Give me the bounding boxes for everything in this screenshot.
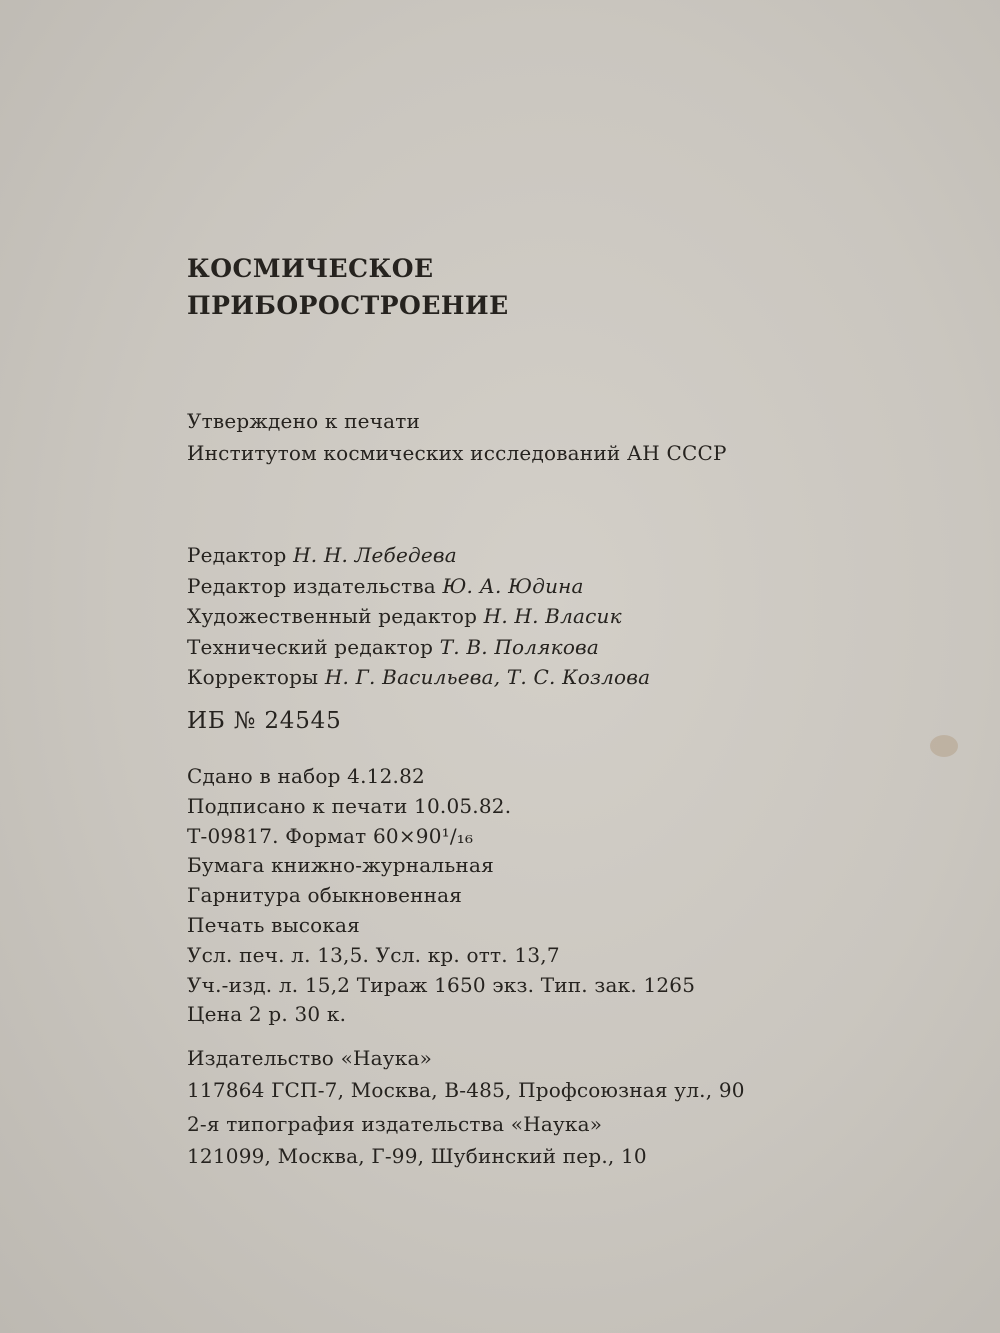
approval-note <box>187 405 727 469</box>
print-detail-line: Усл. печ. л. 13,5. Усл. кр. отт. 13,7 <box>187 942 560 967</box>
paper-stain <box>930 735 958 757</box>
print-detail-line: Печать высокая <box>187 912 360 937</box>
staff-technical-editor <box>187 632 650 663</box>
staff-art-editor <box>187 601 650 632</box>
staff-publishing-editor <box>187 571 650 602</box>
printer-address: 121099, Москва, Г-99, Шубинский пер., 10 <box>187 1144 647 1168</box>
print-detail-line: Уч.-изд. л. 15,2 Тираж 1650 экз. Тип. зак. 1265 <box>187 972 696 997</box>
publisher-name: Издательство «Наука» <box>187 1046 433 1070</box>
staff-role: Художественный редактор <box>187 604 484 628</box>
print-details <box>187 762 695 1030</box>
approval-line-1: Утверждено к печати <box>187 409 421 433</box>
staff-role: Редактор издательства <box>187 573 443 598</box>
title-line-2: ПРИБОРОСТРОЕНИЕ <box>187 291 509 320</box>
staff-role: Технический редактор <box>187 634 440 659</box>
title-line-1: КОСМИЧЕСКОЕ <box>187 254 434 283</box>
print-detail-line: Бумага книжно-журнальная <box>187 853 494 878</box>
staff-role: Корректоры <box>187 665 325 689</box>
print-detail-line: Т-09817. Формат 60×90¹/₁₆ <box>187 823 474 848</box>
staff-proofreaders <box>187 662 650 693</box>
ib-number: ИБ № 24545 <box>187 708 342 734</box>
staff-person: Т. В. Полякова <box>439 634 600 659</box>
book-title <box>187 250 509 324</box>
publisher-address: 117864 ГСП-7, Москва, В-485, Профсоюзная ул., 90 <box>187 1078 745 1102</box>
print-detail-line: Подписано к печати 10.05.82. <box>187 793 512 818</box>
print-detail-line: Гарнитура обыкновенная <box>187 883 463 908</box>
staff-role: Редактор <box>187 543 294 567</box>
staff-person: Н. Г. Васильева, Т. С. Козлова <box>324 665 651 689</box>
staff-person: Н. Н. Власик <box>483 604 622 628</box>
printer-name: 2-я типография издательства «Наука» <box>187 1112 603 1136</box>
editorial-staff <box>187 540 650 693</box>
print-detail-line: Сдано в набор 4.12.82 <box>187 764 425 788</box>
staff-person: Н. Н. Лебедева <box>293 543 457 567</box>
approval-line-2: Институтом космических исследований АН СССР <box>187 441 727 465</box>
staff-person: Ю. А. Юдина <box>442 573 584 598</box>
print-detail-line: Цена 2 р. 30 к. <box>187 1002 347 1027</box>
publisher-info <box>187 1042 745 1106</box>
printer-info <box>187 1108 647 1172</box>
staff-editor <box>187 540 650 571</box>
